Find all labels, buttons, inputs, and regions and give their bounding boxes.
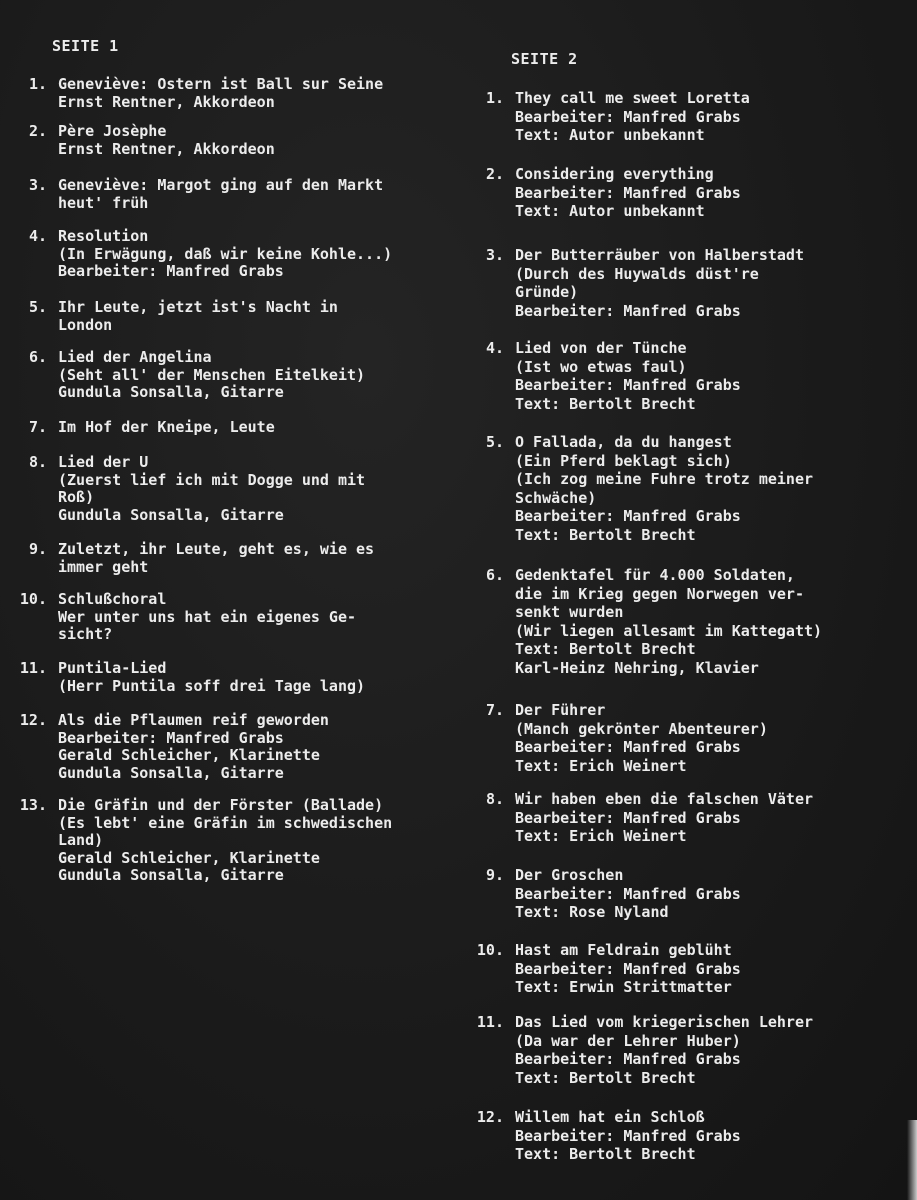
track-text <box>58 123 275 158</box>
track-detail-line: Bearbeiter: Manfred Grabs <box>515 959 741 978</box>
track-detail-line: die im Krieg gegen Norwegen ver- <box>515 584 804 603</box>
track-detail-line: (Wir liegen allesamt im Kattegatt) <box>515 621 823 640</box>
track-detail-line: London <box>58 315 113 334</box>
track-item <box>460 1108 741 1164</box>
track-item <box>460 1013 813 1087</box>
track-item <box>460 566 822 677</box>
track-item <box>460 339 741 413</box>
track-detail-line: Gründe) <box>515 283 579 301</box>
track-text <box>515 1013 813 1087</box>
track-number: 5. <box>28 298 47 316</box>
track-text <box>58 797 392 885</box>
track-detail-line: Bearbeiter: Manfred Grabs <box>515 376 741 394</box>
track-detail-line: Roß) <box>58 488 95 506</box>
track-detail-line: Text: Erich Weinert <box>515 827 687 845</box>
track-text <box>58 454 365 524</box>
track-detail-line: Text: Erwin Strittmatter <box>515 978 732 996</box>
track-detail-line: Bearbeiter: Manfred Grabs <box>515 301 741 320</box>
track-number: 5. <box>485 433 504 451</box>
track-number: 1. <box>485 89 504 107</box>
track-number: 8. <box>28 453 47 471</box>
track-number: 4. <box>485 339 504 357</box>
track-text <box>58 349 365 402</box>
track-detail-line: Ernst Rentner, Akkordeon <box>58 92 275 111</box>
track-detail-line: Text: Bertolt Brecht <box>515 1068 696 1087</box>
track-number: 7. <box>485 701 504 719</box>
track-text <box>58 419 275 437</box>
track-title: Der Führer <box>515 701 606 719</box>
track-item <box>0 299 338 334</box>
track-title: Père Josèphe <box>58 122 167 140</box>
track-title: Puntila-Lied <box>58 659 167 677</box>
track-item <box>0 419 275 437</box>
track-text <box>515 1108 741 1164</box>
track-detail-line: Gundula Sonsalla, Gitarre <box>58 505 284 524</box>
page-edge-shadow <box>907 1120 917 1200</box>
track-number: 3. <box>485 246 504 264</box>
track-detail-line: Bearbeiter: Manfred Grabs <box>515 884 741 903</box>
track-detail-line: (Ist wo etwas faul) <box>515 357 687 376</box>
track-detail-line: Gerald Schleicher, Klarinette <box>58 746 320 764</box>
track-title: Der Groschen <box>515 866 624 884</box>
track-text <box>58 591 356 644</box>
track-text <box>515 246 804 320</box>
track-title: Wir haben eben die falschen Väter <box>515 790 814 808</box>
track-item <box>0 660 365 695</box>
track-detail-line: Text: Rose Nyland <box>515 903 669 921</box>
track-number: 2. <box>28 122 47 140</box>
track-title: They call me sweet Loretta <box>515 89 750 107</box>
track-detail-line: Bearbeiter: Manfred Grabs <box>58 262 284 280</box>
track-title: Willem hat ein Schloß <box>515 1108 705 1126</box>
track-detail-line: (Ich zog meine Fuhre trotz meiner <box>515 470 814 488</box>
track-detail-line: Bearbeiter: Manfred Grabs <box>515 1050 741 1068</box>
track-text <box>58 541 374 576</box>
track-detail-line: Gundula Sonsalla, Gitarre <box>58 383 284 401</box>
track-detail-line: (Manch gekrönter Abenteurer) <box>515 719 768 738</box>
track-text <box>515 941 741 997</box>
track-number: 6. <box>28 348 47 366</box>
track-detail-line: sicht? <box>58 625 113 643</box>
track-item <box>460 790 813 846</box>
track-number: 9. <box>485 866 504 884</box>
track-detail-line: Karl-Heinz Nehring, Klavier <box>515 658 759 677</box>
track-item <box>460 433 813 544</box>
track-number: 11. <box>476 1013 504 1031</box>
track-detail-line: Bearbeiter: Manfred Grabs <box>515 107 741 126</box>
track-detail-line: Ernst Rentner, Akkordeon <box>58 139 275 158</box>
track-number: 10. <box>476 941 504 959</box>
track-number: 9. <box>28 540 47 558</box>
track-detail-line: Wer unter uns hat ein eigenes Ge- <box>58 607 357 626</box>
side-1-heading: SEITE 1 <box>52 37 119 55</box>
track-title: Gedenktafel für 4.000 Soldaten, <box>515 566 795 584</box>
track-detail-line: Schwäche) <box>515 488 597 507</box>
track-detail-line: senkt wurden <box>515 603 624 621</box>
track-title: Im Hof der Kneipe, Leute <box>58 418 275 436</box>
track-text <box>515 339 741 413</box>
track-title: Schlußchoral <box>58 590 167 608</box>
track-text <box>58 76 383 111</box>
track-number: 8. <box>485 790 504 808</box>
track-detail-line: Bearbeiter: Manfred Grabs <box>515 808 741 827</box>
track-text <box>58 660 365 695</box>
track-detail-line: Bearbeiter: Manfred Grabs <box>515 1126 741 1145</box>
track-detail-line: Text: Bertolt Brecht <box>515 525 696 544</box>
track-detail-line: (Seht all' der Menschen Eitelkeit) <box>58 365 366 384</box>
track-detail-line: Text: Bertolt Brecht <box>515 394 696 413</box>
track-text <box>515 433 813 544</box>
track-title: Lied der Angelina <box>58 348 212 366</box>
track-number: 12. <box>476 1108 504 1126</box>
track-detail-line: (In Erwägung, daß wir keine Kohle...) <box>58 244 393 263</box>
track-detail-line: (Da war der Lehrer Huber) <box>515 1031 741 1050</box>
track-number: 7. <box>28 418 47 436</box>
track-text <box>515 790 813 846</box>
track-detail-line: Bearbeiter: Manfred Grabs <box>515 738 741 756</box>
track-detail-line: Gundula Sonsalla, Gitarre <box>58 763 284 782</box>
track-item <box>0 541 374 576</box>
track-detail-line: Bearbeiter: Manfred Grabs <box>515 183 741 202</box>
track-number: 12. <box>19 711 47 729</box>
track-detail-line: (Herr Puntila soff drei Tage lang) <box>58 676 366 695</box>
track-title: Das Lied vom kriegerischen Lehrer <box>515 1013 814 1031</box>
track-item <box>0 123 275 158</box>
track-title: Geneviève: Margot ging auf den Markt <box>58 176 384 194</box>
track-item <box>0 349 365 402</box>
track-title: Lied von der Tünche <box>515 339 687 357</box>
track-item <box>460 701 768 775</box>
track-title: Der Butterräuber von Halberstadt <box>515 246 804 264</box>
track-number: 3. <box>28 176 47 194</box>
track-title: Die Gräfin und der Förster (Ballade) <box>58 796 384 814</box>
track-number: 6. <box>485 566 504 584</box>
track-title: Als die Pflaumen reif geworden <box>58 711 329 729</box>
track-detail-line: (Zuerst lief ich mit Dogge und mit <box>58 470 366 489</box>
track-detail-line: heut' früh <box>58 193 149 212</box>
track-text <box>515 866 741 922</box>
track-text <box>58 228 392 281</box>
track-text <box>515 165 741 221</box>
track-item <box>460 165 741 221</box>
track-title: Resolution <box>58 227 149 245</box>
track-detail-line: Gerald Schleicher, Klarinette <box>58 848 320 867</box>
track-number: 10. <box>19 590 47 608</box>
track-detail-line: (Es lebt' eine Gräfin im schwedischen <box>58 813 393 832</box>
track-text <box>58 177 383 212</box>
track-text <box>515 89 750 145</box>
track-item <box>0 591 356 644</box>
track-title: Zuletzt, ihr Leute, geht es, wie es <box>58 540 375 558</box>
track-detail-line: (Durch des Huywalds düst're <box>515 264 759 283</box>
track-detail-line: Text: Autor unbekannt <box>515 126 705 144</box>
track-item <box>0 228 392 281</box>
track-item <box>460 246 804 320</box>
track-detail-line: Text: Bertolt Brecht <box>515 1145 696 1163</box>
track-title: O Fallada, da du hangest <box>515 433 732 451</box>
track-detail-line: (Ein Pferd beklagt sich) <box>515 451 732 470</box>
track-title: Considering everything <box>515 165 714 183</box>
track-title: Hast am Feldrain geblüht <box>515 941 732 959</box>
track-number: 4. <box>28 227 47 245</box>
track-detail-line: Text: Erich Weinert <box>515 756 687 775</box>
track-title: Geneviève: Ostern ist Ball sur Seine <box>58 75 384 93</box>
track-detail-line: Text: Autor unbekannt <box>515 202 705 220</box>
track-item <box>0 712 329 782</box>
track-detail-line: Bearbeiter: Manfred Grabs <box>515 507 741 525</box>
track-title: Ihr Leute, jetzt ist's Nacht in <box>58 298 338 316</box>
track-detail-line: Land) <box>58 831 104 849</box>
track-item <box>460 941 741 997</box>
track-detail-line: Gundula Sonsalla, Gitarre <box>58 866 284 884</box>
track-item <box>460 89 750 145</box>
track-item <box>0 177 383 212</box>
track-number: 11. <box>19 659 47 677</box>
track-number: 13. <box>19 796 47 814</box>
track-detail-line: immer geht <box>58 557 149 576</box>
track-number: 1. <box>28 75 47 93</box>
side-2-heading: SEITE 2 <box>511 50 578 68</box>
track-title: Lied der U <box>58 453 149 471</box>
track-detail-line: Bearbeiter: Manfred Grabs <box>58 728 284 747</box>
track-text <box>515 701 768 775</box>
track-text <box>58 299 338 334</box>
track-item <box>460 866 741 922</box>
track-item <box>0 797 392 885</box>
track-number: 2. <box>485 165 504 183</box>
track-text <box>515 566 822 677</box>
track-text <box>58 712 329 782</box>
track-detail-line: Text: Bertolt Brecht <box>515 640 696 658</box>
track-item <box>0 76 383 111</box>
track-item <box>0 454 365 524</box>
